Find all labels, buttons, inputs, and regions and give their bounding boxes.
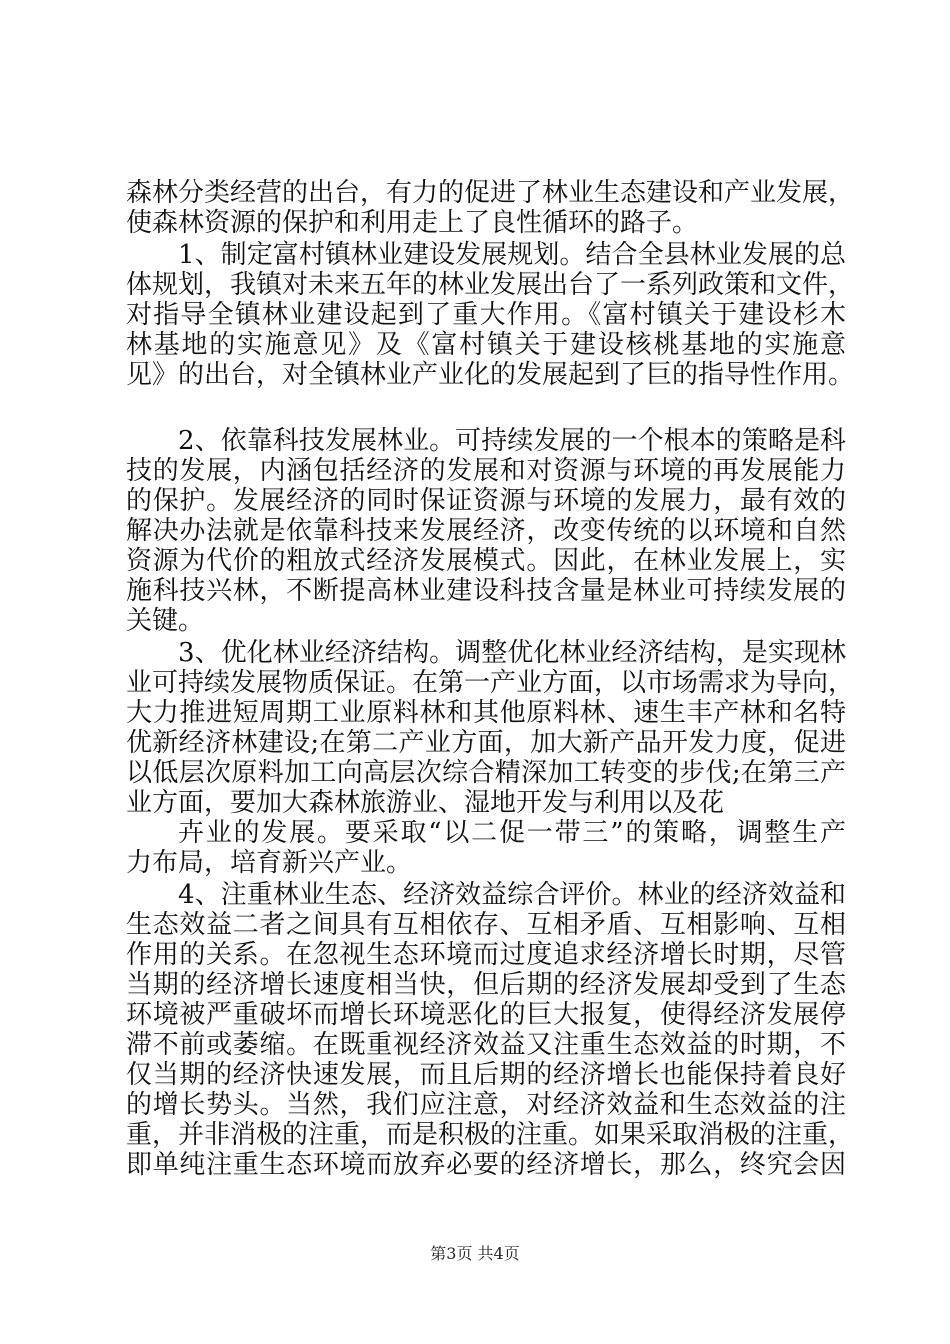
- text-line: 优新经济林建设;在第二产业方面，加大新产品开发力度，促进: [126, 728, 846, 758]
- text-line: 以低层次原料加工向高层次综合精深加工转变的步伐;在第三产: [126, 758, 846, 788]
- text-line: 林基地的实施意见》及《富村镇关于建设核桃基地的实施意: [126, 330, 846, 360]
- text-line: 2、依靠科技发展林业。可持续发展的一个根本的策略是科: [178, 426, 846, 456]
- text-line: 当期的经济增长速度相当快，但后期的经济发展却受到了生态: [126, 970, 846, 1000]
- text-line: 业可持续发展物质保证。在第一产业方面，以市场需求为导向，: [126, 668, 855, 698]
- text-line: 解决办法就是依靠科技来发展经济，改变传统的以环境和自然: [126, 516, 846, 546]
- text-line: 环境被严重破坏而增长环境恶化的巨大报复，使得经济发展停: [126, 1000, 846, 1030]
- text-line: 见》的出台，对全镇林业产业化的发展起到了巨的指导性作用。: [126, 360, 855, 390]
- text-line: 的增长势头。当然，我们应注意，对经济效益和生态效益的注: [126, 1090, 846, 1120]
- text-line: 滞不前或萎缩。在既重视经济效益又注重生态效益的时期，不: [126, 1030, 846, 1060]
- text-line: 4、注重林业生态、经济效益综合评价。林业的经济效益和: [178, 880, 846, 910]
- text-line: 卉业的发展。要采取“以二促一带三”的策略，调整生产: [178, 818, 846, 848]
- text-line: 资源为代价的粗放式经济发展模式。因此，在林业发展上，实: [126, 546, 846, 576]
- text-line: 重，并非消极的注重，而是积极的注重。如果采取消极的注重，: [126, 1120, 855, 1150]
- page-footer: 第3页 共4页: [430, 1244, 520, 1263]
- text-line: 3、优化林业经济结构。调整优化林业经济结构，是实现林: [178, 638, 846, 668]
- text-line: 施科技兴林，不断提高林业建设科技含量是林业可持续发展的: [126, 576, 846, 606]
- text-line: 即单纯注重生态环境而放弃必要的经济增长，那么，终究会因: [126, 1150, 846, 1180]
- text-line: 力布局，培育新兴产业。: [126, 848, 413, 878]
- text-line: 的保护。发展经济的同时保证资源与环境的发展力，最有效的: [126, 486, 846, 516]
- text-line: 生态效益二者之间具有互相依存、互相矛盾、互相影响、互相: [126, 910, 846, 940]
- text-line: 作用的关系。在忽视生态环境而过度追求经济增长时期，尽管: [126, 940, 846, 970]
- text-line: 1、制定富村镇林业建设发展规划。结合全县林业发展的总: [178, 240, 846, 270]
- text-line: 大力推进短周期工业原料林和其他原料林、速生丰产林和名特: [126, 698, 846, 728]
- text-line: 体规划，我镇对未来五年的林业发展出台了一系列政策和文件，: [126, 270, 855, 300]
- text-line: 森林分类经营的出台，有力的促进了林业生态建设和产业发展，: [126, 178, 855, 208]
- text-line: 仅当期的经济快速发展，而且后期的经济增长也能保持着良好: [126, 1060, 846, 1090]
- text-line: 业方面，要加大森林旅游业、湿地开发与利用以及花: [126, 788, 725, 818]
- text-line: 技的发展，内涵包括经济的发展和对资源与环境的再发展能力: [126, 456, 846, 486]
- text-line: 使森林资源的保护和利用走上了良性循环的路子。: [126, 208, 699, 238]
- text-line: 对指导全镇林业建设起到了重大作用。《富村镇关于建设杉木: [126, 300, 846, 330]
- text-line: 关键。: [126, 606, 205, 636]
